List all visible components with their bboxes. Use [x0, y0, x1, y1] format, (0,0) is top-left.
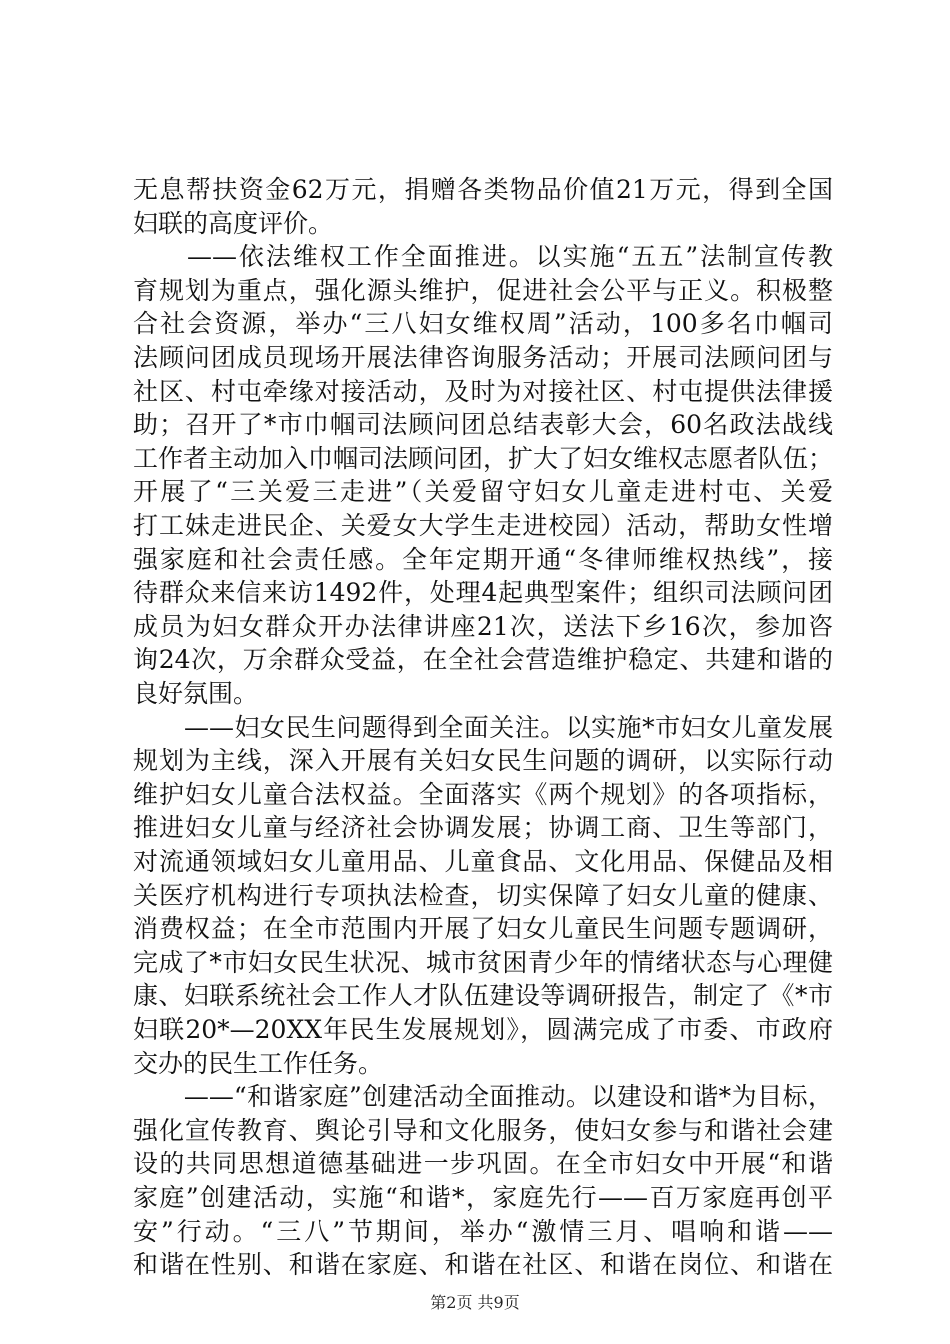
- text-line: 开展了“三关爱三走进”（关爱留守妇女儿童走进村屯、关爱: [133, 477, 833, 507]
- text-line: 维护妇女儿童合法权益。全面落实《两个规划》的各项指标，: [133, 779, 833, 809]
- text-line: 询24次，万余群众受益，在全社会营造维护稳定、共建和谐的: [133, 645, 833, 675]
- page-footer: 第2页 共9页: [430, 1293, 520, 1312]
- text-line: 良好氛围。: [133, 679, 259, 708]
- text-line: 法顾问团成员现场开展法律咨询服务活动；开展司法顾问团与: [133, 343, 833, 372]
- text-line: 家庭”创建活动，实施“和谐*，家庭先行——百万家庭再创平: [133, 1183, 833, 1212]
- text-line: 妇联20*—20XX年民生发展规划》，圆满完成了市委、市政府: [133, 1015, 833, 1044]
- text-line: ——“和谐家庭”创建活动全面推动。以建设和谐*为目标，: [133, 1082, 833, 1112]
- text-line: 和谐在性别、和谐在家庭、和谐在社区、和谐在岗位、和谐在: [133, 1250, 833, 1280]
- text-line: 设的共同思想道德基础进一步巩固。在全市妇女中开展“和谐: [133, 1149, 833, 1179]
- text-line: 安”行动。“三八”节期间，举办“激情三月、唱响和谐——: [133, 1216, 833, 1246]
- text-line: 合社会资源，举办“三八妇女维权周”活动，100多名巾帼司: [133, 309, 833, 339]
- text-line: 关医疗机构进行专项执法检查，切实保障了妇女儿童的健康、: [133, 880, 833, 910]
- text-line: 规划为主线，深入开展有关妇女民生问题的调研，以实际行动: [133, 746, 833, 776]
- text-line: 交办的民生工作任务。: [133, 1048, 384, 1078]
- text-line: 育规划为重点，强化源头维护，促进社会公平与正义。积极整: [133, 275, 833, 305]
- text-line: 待群众来信来访1492件，处理4起典型案件；组织司法顾问团: [133, 578, 833, 608]
- text-line: 无息帮扶资金62万元，捐赠各类物品价值21万元，得到全国: [133, 175, 833, 204]
- text-line: 消费权益；在全市范围内开展了妇女儿童民生问题专题调研，: [133, 914, 833, 944]
- text-line: 打工妹走进民企、关爱女大学生走进校园）活动，帮助女性增: [133, 511, 833, 540]
- text-line: 完成了*市妇女民生状况、城市贫困青少年的情绪状态与心理健: [133, 947, 833, 977]
- text-line: 对流通领域妇女儿童用品、儿童食品、文化用品、保健品及相: [133, 847, 833, 876]
- text-line: 社区、村屯牵缘对接活动，及时为对接社区、村屯提供法律援: [133, 376, 833, 406]
- text-line: ——依法维权工作全面推进。以实施“五五”法制宣传教: [133, 242, 833, 272]
- text-line: 康、妇联系统社会工作人才队伍建设等调研报告，制定了《*市: [133, 981, 833, 1011]
- text-line: 成员为妇女群众开办法律讲座21次，送法下乡16次，参加咨: [133, 611, 833, 641]
- text-line: 助；召开了*市巾帼司法顾问团总结表彰大会，60名政法战线: [133, 410, 833, 440]
- text-line: ——妇女民生问题得到全面关注。以实施*市妇女儿童发展: [133, 712, 833, 742]
- text-line: 工作者主动加入巾帼司法顾问团，扩大了妇女维权志愿者队伍；: [133, 443, 834, 473]
- text-line: 强家庭和社会责任感。全年定期开通“冬律师维权热线”，接: [133, 544, 833, 574]
- text-line: 妇联的高度评价。: [133, 208, 334, 238]
- text-line: 强化宣传教育、舆论引导和文化服务，使妇女参与和谐社会建: [133, 1115, 833, 1145]
- text-line: 推进妇女儿童与经济社会协调发展；协调工商、卫生等部门，: [133, 813, 833, 843]
